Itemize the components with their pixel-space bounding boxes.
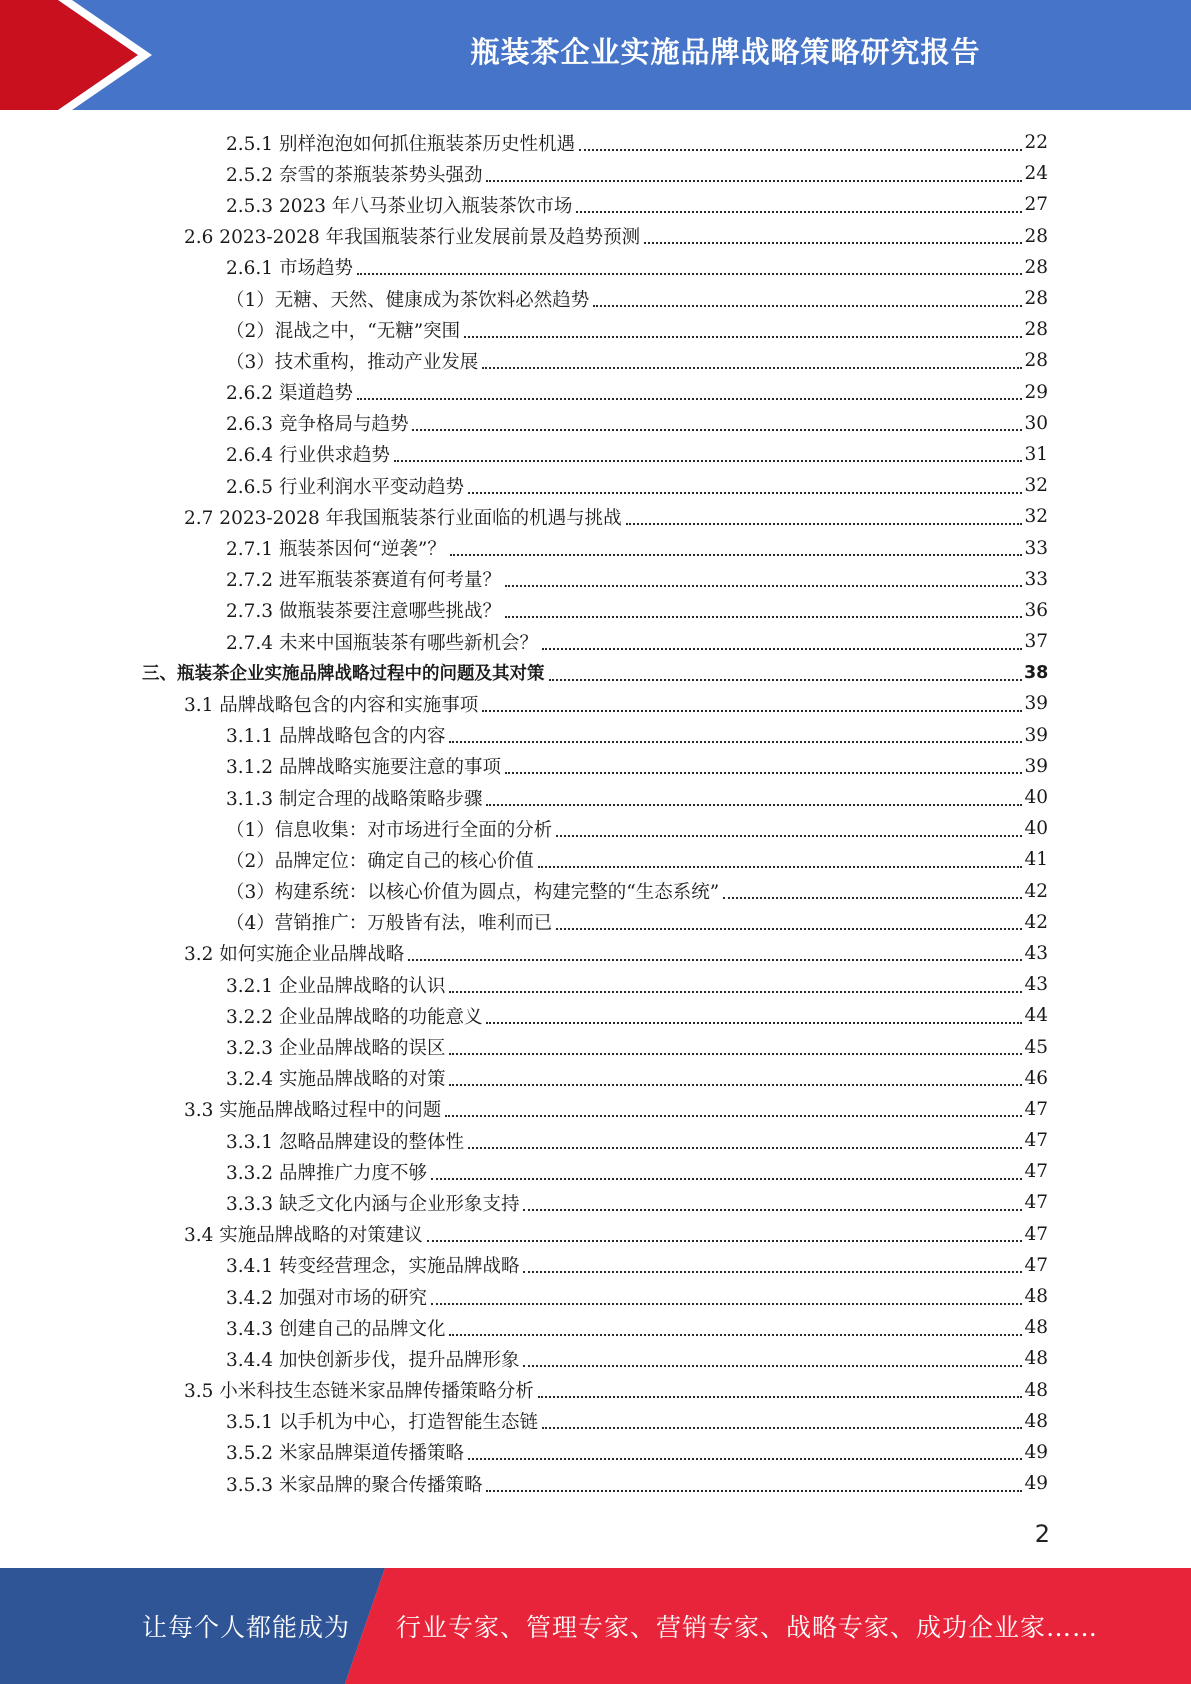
toc-entry-page: 48 <box>1024 1379 1048 1401</box>
toc-entry-page: 37 <box>1024 631 1048 653</box>
toc-dot-leader <box>449 973 1022 993</box>
toc-entry[interactable] <box>0 501 1191 532</box>
toc-entry[interactable] <box>0 688 1191 719</box>
toc-entry[interactable] <box>0 470 1191 501</box>
toc-entry-page: 33 <box>1024 568 1048 590</box>
toc-dot-leader <box>464 318 1022 338</box>
toc-entry-page: 48 <box>1024 1410 1048 1432</box>
toc-entry-title: 3.2.1 企业品牌战略的认识 <box>226 975 446 997</box>
toc-entry-page: 43 <box>1024 974 1048 996</box>
toc-entry-page: 49 <box>1024 1473 1048 1495</box>
toc-entry[interactable] <box>0 876 1191 907</box>
toc-entry[interactable] <box>0 1375 1191 1406</box>
toc-entry-title: 2.7.3 做瓶装茶要注意哪些挑战？ <box>226 601 501 623</box>
toc-entry[interactable] <box>0 844 1191 875</box>
toc-entry[interactable] <box>0 1468 1191 1499</box>
toc-entry-title: 2.7.1 瓶装茶因何“逆袭”？ <box>226 539 446 561</box>
toc-dot-leader <box>449 723 1022 743</box>
toc-entry-title: （3）技术重构，推动产业发展 <box>226 351 479 373</box>
toc-dot-leader <box>523 1191 1022 1211</box>
toc-entry[interactable] <box>0 283 1191 314</box>
toc-entry-title: 3.4 实施品牌战略的对策建议 <box>184 1225 423 1247</box>
toc-entry-page: 45 <box>1024 1036 1048 1058</box>
toc-entry-page: 43 <box>1024 942 1048 964</box>
toc-entry[interactable] <box>0 1343 1191 1374</box>
toc-entry-page: 47 <box>1024 1098 1048 1120</box>
page-header <box>0 0 1191 110</box>
toc-entry-page: 40 <box>1024 787 1048 809</box>
toc-entry-title: 3.2.4 实施品牌战略的对策 <box>226 1069 446 1091</box>
toc-dot-leader <box>427 1222 1022 1242</box>
toc-entry[interactable] <box>0 1094 1191 1125</box>
toc-entry[interactable] <box>0 1437 1191 1468</box>
toc-entry-title: 2.6.4 行业供求趋势 <box>226 445 390 467</box>
toc-entry-page: 46 <box>1024 1067 1048 1089</box>
toc-entry-page: 32 <box>1024 475 1048 497</box>
toc-entry[interactable] <box>0 564 1191 595</box>
toc-dot-leader <box>542 630 1022 650</box>
toc-entry-title: 3.5.1 以手机为中心，打造智能生态链 <box>226 1412 538 1434</box>
toc-dot-leader <box>538 1378 1022 1398</box>
toc-entry[interactable] <box>0 782 1191 813</box>
toc-entry-title: 3.3.2 品牌推广力度不够 <box>226 1162 427 1184</box>
toc-entry-title: （1）信息收集：对市场进行全面的分析 <box>226 819 553 841</box>
toc-entry-page: 41 <box>1024 849 1048 871</box>
toc-entry[interactable] <box>0 345 1191 376</box>
toc-entry-title: 3.5 小米科技生态链米家品牌传播策略分析 <box>184 1381 534 1403</box>
toc-entry[interactable] <box>0 408 1191 439</box>
toc-entry-page: 49 <box>1024 1441 1048 1463</box>
toc-entry[interactable] <box>0 907 1191 938</box>
toc-entry-title: 3.3.1 忽略品牌建设的整体性 <box>226 1131 464 1153</box>
toc-entry-title: 2.7 2023-2028 年我国瓶装茶行业面临的机遇与挑战 <box>184 507 622 529</box>
toc-entry-title: （2）混战之中，“无糖”突围 <box>226 320 461 342</box>
page-number: 2 <box>1034 1520 1050 1548</box>
toc-entry-page: 48 <box>1024 1348 1048 1370</box>
toc-entry[interactable] <box>0 1156 1191 1187</box>
toc-entry-title: 3.1.3 制定合理的战略策略步骤 <box>226 788 483 810</box>
toc-entry-page: 42 <box>1024 911 1048 933</box>
footer-slogan-right: 行业专家、管理专家、营销专家、战略专家、成功企业家…… <box>396 1613 1099 1642</box>
toc-dot-leader <box>576 193 1022 213</box>
toc-entry-page: 47 <box>1024 1192 1048 1214</box>
toc-dot-leader <box>505 598 1022 618</box>
toc-dot-leader <box>505 754 1022 774</box>
toc-dot-leader <box>449 1316 1022 1336</box>
toc-dot-leader <box>723 879 1022 899</box>
toc-dot-leader <box>593 287 1022 307</box>
toc-entry[interactable] <box>0 1250 1191 1281</box>
toc-entry-page: 36 <box>1024 599 1048 621</box>
toc-entry-title: 2.7.4 未来中国瓶装茶有哪些新机会？ <box>226 632 538 654</box>
toc-dot-leader <box>505 567 1022 587</box>
toc-entry[interactable] <box>0 1281 1191 1312</box>
toc-entry-title: 2.7.2 进军瓶装茶赛道有何考量？ <box>226 570 501 592</box>
toc-entry[interactable] <box>0 969 1191 1000</box>
toc-entry[interactable] <box>0 377 1191 408</box>
toc-entry-page: 29 <box>1024 381 1048 403</box>
toc-entry[interactable] <box>0 127 1191 158</box>
toc-entry-title: （1）无糖、天然、健康成为茶饮料必然趋势 <box>226 289 590 311</box>
toc-entry-page: 32 <box>1024 506 1048 528</box>
toc-dot-leader <box>556 817 1022 837</box>
toc-entry-title: 3.2 如何实施企业品牌战略 <box>184 944 405 966</box>
toc-entry-title: 2.6.1 市场趋势 <box>226 258 353 280</box>
toc-entry[interactable] <box>0 813 1191 844</box>
page-title: 瓶装茶企业实施品牌战略策略研究报告 <box>470 34 981 69</box>
toc-entry[interactable] <box>0 1406 1191 1437</box>
toc-entry[interactable] <box>0 252 1191 283</box>
toc-entry-title: 2.6.5 行业利润水平变动趋势 <box>226 476 464 498</box>
toc-dot-leader <box>523 1347 1022 1367</box>
toc-dot-leader <box>357 380 1022 400</box>
toc-dot-leader <box>431 1160 1022 1180</box>
toc-entry-page: 48 <box>1024 1286 1048 1308</box>
toc-entry-title: 2.6.2 渠道趋势 <box>226 383 353 405</box>
toc-entry[interactable] <box>0 314 1191 345</box>
toc-entry-page: 38 <box>1024 662 1049 683</box>
footer-slogan-left: 让每个人都能成为 <box>142 1613 351 1642</box>
toc-dot-leader <box>445 1097 1022 1117</box>
toc-dot-leader <box>523 1253 1022 1273</box>
toc-entry-page: 27 <box>1024 194 1048 216</box>
toc-dot-leader <box>449 1066 1022 1086</box>
toc-entry-page: 31 <box>1024 443 1048 465</box>
toc-dot-leader <box>482 692 1022 712</box>
toc-entry-title: 3.3 实施品牌战略过程中的问题 <box>184 1100 442 1122</box>
toc-dot-leader <box>412 411 1022 431</box>
toc-entry-title: 2.6 2023-2028 年我国瓶装茶行业发展前景及趋势预测 <box>184 227 641 249</box>
toc-entry-title: 3.2.3 企业品牌战略的误区 <box>226 1038 446 1060</box>
toc-dot-leader <box>538 848 1022 868</box>
toc-entry[interactable] <box>0 221 1191 252</box>
toc-dot-leader <box>431 1285 1022 1305</box>
toc-dot-leader <box>450 536 1022 556</box>
toc-entry-page: 40 <box>1024 818 1048 840</box>
toc-entry-title: 3.3.3 缺乏文化内涵与企业形象支持 <box>226 1193 520 1215</box>
toc-dot-leader <box>626 505 1022 525</box>
toc-entry-title: 3.4.3 创建自己的品牌文化 <box>226 1318 446 1340</box>
toc-dot-leader <box>486 1472 1022 1492</box>
toc-dot-leader <box>644 224 1022 244</box>
toc-entry-title: 3.1.1 品牌战略包含的内容 <box>226 726 446 748</box>
toc-entry-title: 2.5.1 别样泡泡如何抓住瓶装茶历史性机遇 <box>226 133 575 155</box>
toc-dot-leader <box>549 661 1023 681</box>
toc-entry[interactable] <box>0 751 1191 782</box>
toc-entry-title: （2）品牌定位：确定自己的核心价值 <box>226 850 534 872</box>
toc-entry-page: 28 <box>1024 319 1048 341</box>
toc-entry-title: 2.5.2 奈雪的茶瓶装茶势头强劲 <box>226 164 483 186</box>
toc-dot-leader <box>449 1035 1022 1055</box>
toc-entry-page: 44 <box>1024 1005 1048 1027</box>
toc-entry-title: 3.4.1 转变经营理念，实施品牌战略 <box>226 1256 520 1278</box>
toc-entry[interactable] <box>0 1312 1191 1343</box>
toc-entry-title: 3.4.4 加快创新步伐，提升品牌形象 <box>226 1349 520 1371</box>
toc-entry[interactable] <box>0 532 1191 563</box>
toc-entry-title: 三、瓶装茶企业实施品牌战略过程中的问题及其对策 <box>142 664 545 685</box>
toc-entry-page: 47 <box>1024 1161 1048 1183</box>
toc-entry-title: 3.1 品牌战略包含的内容和实施事项 <box>184 694 479 716</box>
toc-entry[interactable] <box>0 1000 1191 1031</box>
page-footer <box>0 1568 1191 1684</box>
toc-entry[interactable] <box>0 720 1191 751</box>
toc-dot-leader <box>556 910 1022 930</box>
toc-entry-title: （4）营销推广：万般皆有法，唯利而已 <box>226 913 553 935</box>
toc-dot-leader <box>486 162 1022 182</box>
toc-entry[interactable] <box>0 657 1191 688</box>
toc-entry-page: 39 <box>1024 693 1048 715</box>
toc-entry-page: 28 <box>1024 288 1048 310</box>
toc-dot-leader <box>357 255 1022 275</box>
toc-entry-title: 3.1.2 品牌战略实施要注意的事项 <box>226 757 501 779</box>
toc-entry-page: 47 <box>1024 1223 1048 1245</box>
toc-entry[interactable] <box>0 1219 1191 1250</box>
toc-entry-title: 3.4.2 加强对市场的研究 <box>226 1287 427 1309</box>
toc-entry[interactable] <box>0 938 1191 969</box>
toc-entry[interactable] <box>0 1187 1191 1218</box>
toc-entry[interactable] <box>0 1125 1191 1156</box>
toc-entry-title: 2.5.3 2023 年八马茶业切入瓶装茶饮市场 <box>226 195 573 217</box>
toc-entry-title: （3）构建系统：以核心价值为圆点，构建完整的“生态系统” <box>226 882 720 904</box>
toc-dot-leader <box>486 1004 1022 1024</box>
toc-entry-title: 3.5.3 米家品牌的聚合传播策略 <box>226 1474 483 1496</box>
table-of-contents <box>0 127 1191 1499</box>
toc-dot-leader <box>408 941 1022 961</box>
toc-entry-page: 33 <box>1024 537 1048 559</box>
toc-entry[interactable] <box>0 1063 1191 1094</box>
toc-entry-page: 28 <box>1024 350 1048 372</box>
toc-entry-page: 30 <box>1024 412 1048 434</box>
toc-dot-leader <box>468 1440 1022 1460</box>
toc-entry[interactable] <box>0 158 1191 189</box>
toc-dot-leader <box>486 786 1022 806</box>
toc-entry[interactable] <box>0 189 1191 220</box>
toc-dot-leader <box>468 1129 1022 1149</box>
toc-entry-page: 47 <box>1024 1130 1048 1152</box>
toc-entry-title: 2.6.3 竞争格局与趋势 <box>226 414 409 436</box>
toc-dot-leader <box>468 474 1022 494</box>
toc-entry-page: 39 <box>1024 755 1048 777</box>
toc-entry[interactable] <box>0 1031 1191 1062</box>
toc-dot-leader <box>579 131 1022 151</box>
toc-dot-leader <box>542 1409 1022 1429</box>
toc-entry-page: 48 <box>1024 1317 1048 1339</box>
toc-dot-leader <box>482 349 1022 369</box>
toc-entry[interactable] <box>0 439 1191 470</box>
toc-entry-title: 3.5.2 米家品牌渠道传播策略 <box>226 1443 464 1465</box>
toc-entry[interactable] <box>0 595 1191 626</box>
toc-entry-page: 39 <box>1024 724 1048 746</box>
toc-entry-page: 22 <box>1024 132 1048 154</box>
toc-entry-page: 42 <box>1024 880 1048 902</box>
toc-entry-page: 47 <box>1024 1254 1048 1276</box>
toc-entry-title: 3.2.2 企业品牌战略的功能意义 <box>226 1006 483 1028</box>
toc-entry-page: 28 <box>1024 225 1048 247</box>
toc-entry-page: 24 <box>1024 163 1048 185</box>
toc-dot-leader <box>394 442 1022 462</box>
toc-entry[interactable] <box>0 626 1191 657</box>
toc-entry-page: 28 <box>1024 256 1048 278</box>
